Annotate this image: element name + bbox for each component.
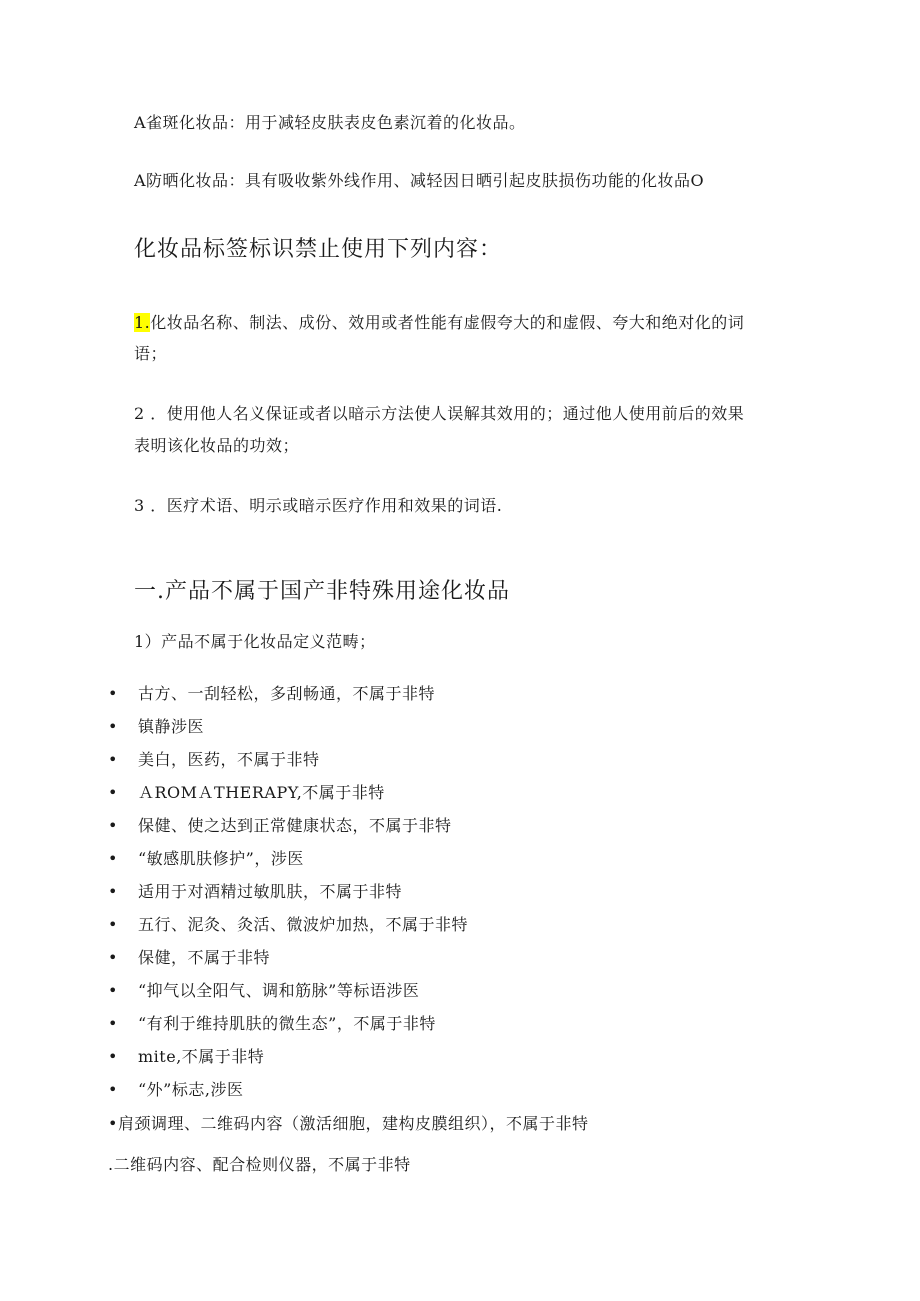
list-item: • 美白，医药，不属于非特 <box>108 750 320 769</box>
definition-sunscreen: A防晒化妆品：具有吸收紫外线作用、减轻因日晒引起皮肤损伤功能的化妆品O <box>134 171 705 190</box>
bullet-icon: • <box>108 717 118 736</box>
list-item: • mite,不属于非特 <box>108 1047 265 1066</box>
prohibited-heading: 化妆品标签标识禁止使用下列内容： <box>134 237 503 262</box>
bullet-icon: • <box>108 783 118 802</box>
list-item: • “外”标志,涉医 <box>108 1080 244 1099</box>
bullet-icon: • <box>108 849 118 868</box>
section-subheading: 1）产品不属于化妆品定义范畴； <box>134 632 376 651</box>
bullet-icon: • <box>108 816 118 835</box>
list-item: • “抑气以全阳气、调和筋脉”等标语涉医 <box>108 981 420 1000</box>
bullet-icon: • <box>108 915 118 934</box>
list-item: • ＡROMＡTHERAPY,不属于非特 <box>108 783 385 802</box>
list-item: • “敏感肌肤修护”，涉医 <box>108 849 304 868</box>
prohibited-item-2-continuation: 表明该化妆品的功效； <box>134 436 300 455</box>
list-item: • 五行、泥灸、灸活、微波炉加热，不属于非特 <box>108 915 469 934</box>
list-item: • 保健、使之达到正常健康状态，不属于非特 <box>108 816 452 835</box>
bullet-icon: • <box>108 882 118 901</box>
trailing-item-shoulder-neck: •肩颈调理、二维码内容（激活细胞，建构皮膜组织），不属于非特 <box>108 1114 589 1133</box>
bullet-icon: • <box>108 1014 118 1033</box>
bullet-icon: • <box>108 981 118 1000</box>
prohibited-item-3: 3 ．医疗术语、明示或暗示医疗作用和效果的词语. <box>134 496 503 515</box>
prohibited-item-2: 2 ．使用他人名义保证或者以暗示方法使人误解其效用的；通过他人使用前后的效果 <box>134 404 745 423</box>
section-heading: 一.产品不属于国产非特殊用途化妆品 <box>134 579 510 604</box>
item-number-highlight: 1. <box>134 313 151 332</box>
bullet-icon: • <box>108 684 118 703</box>
list-item: • 古方、一刮轻松，多刮畅通，不属于非特 <box>108 684 436 703</box>
bullet-icon: • <box>108 1080 118 1099</box>
prohibited-item-1 <box>134 312 744 334</box>
list-item: • 镇静涉医 <box>108 717 205 736</box>
trailing-item-qr-code: .二维码内容、配合检则仪器，不属于非特 <box>108 1155 411 1174</box>
item-1-text: 化妆品名称、制法、成份、效用或者性能有虚假夸大的和虚假、夸大和绝对化的词 <box>150 313 745 332</box>
prohibited-item-1-continuation: 语； <box>134 344 168 363</box>
definition-freckle: A雀斑化妆品：用于减轻皮肤表皮色素沉着的化妆品。 <box>134 113 526 132</box>
list-item: • 适用于对酒精过敏肌肤，不属于非特 <box>108 882 403 901</box>
bullet-icon: • <box>108 1047 118 1066</box>
list-item: • “有利于维持肌肤的微生态”，不属于非特 <box>108 1014 436 1033</box>
bullet-icon: • <box>108 948 118 967</box>
list-item: • 保健，不属于非特 <box>108 948 271 967</box>
bullet-icon: • <box>108 750 118 769</box>
